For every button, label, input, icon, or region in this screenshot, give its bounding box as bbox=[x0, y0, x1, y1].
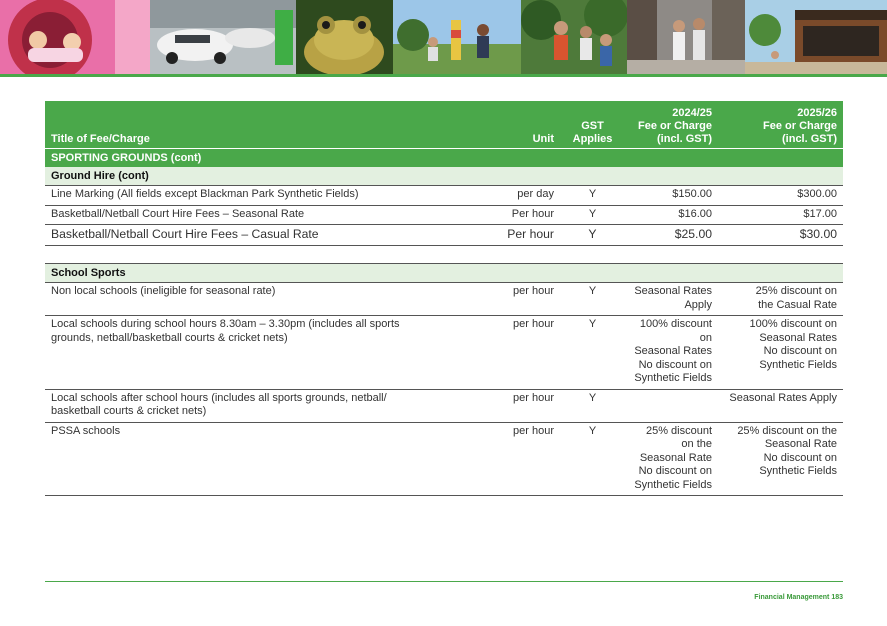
fee-2025: 25% discount on the Seasonal Rate No discount on Synthetic Fields bbox=[718, 422, 843, 496]
fee-gst: Y bbox=[560, 186, 625, 206]
fee-2024: 25% discount on the Seasonal Rate No discount on Synthetic Fields bbox=[625, 422, 718, 496]
fee-title: Basketball/Netball Court Hire Fees – Seasonal Rate bbox=[45, 205, 450, 225]
header-gst: GST Applies bbox=[560, 101, 625, 149]
banner-photo-cafe-building bbox=[745, 0, 887, 74]
subsection-heading-row bbox=[45, 264, 843, 283]
fee-2024: Seasonal Rates Apply bbox=[625, 283, 718, 316]
banner-photo-ev-car-park bbox=[150, 0, 296, 74]
fee-unit: Per hour bbox=[450, 205, 560, 225]
fee-2024: $16.00 bbox=[625, 205, 718, 225]
photo-banner bbox=[0, 0, 887, 74]
banner-photo-street-shopping bbox=[627, 0, 745, 74]
fee-gst: Y bbox=[560, 225, 625, 246]
fee-2025: 100% discount on Seasonal Rates No discount on Synthetic Fields bbox=[718, 316, 843, 390]
section-heading-row bbox=[45, 149, 843, 168]
fee-title: Line Marking (All fields except Blackman Park Synthetic Fields) bbox=[45, 186, 450, 206]
header-title: Title of Fee/Charge bbox=[45, 101, 450, 149]
fee-unit: Per hour bbox=[450, 225, 560, 246]
banner-divider bbox=[0, 74, 887, 77]
banner-photo-children-reading bbox=[0, 0, 150, 74]
table-row bbox=[45, 186, 843, 206]
table-row bbox=[45, 316, 843, 390]
fee-gst: Y bbox=[560, 283, 625, 316]
fee-unit: per hour bbox=[450, 316, 560, 390]
fee-unit: per hour bbox=[450, 422, 560, 496]
table-row bbox=[45, 205, 843, 225]
header-fee-2024: 2024/25 Fee or Charge (incl. GST) bbox=[625, 101, 718, 149]
banner-photo-bushwalk-group bbox=[521, 0, 627, 74]
fee-2025: $17.00 bbox=[718, 205, 843, 225]
footer-divider bbox=[45, 581, 843, 582]
subsection-heading-ground-hire: Ground Hire (cont) bbox=[45, 167, 843, 186]
table-header-row bbox=[45, 101, 843, 149]
fee-title: Local schools after school hours (includes all sports grounds, netball/ basketball courts & cricket nets) bbox=[45, 389, 450, 422]
subsection-heading-school-sports: School Sports bbox=[45, 264, 843, 283]
fee-gst: Y bbox=[560, 422, 625, 496]
fee-2024: $150.00 bbox=[625, 186, 718, 206]
table-row bbox=[45, 422, 843, 496]
fee-unit: per hour bbox=[450, 283, 560, 316]
fee-title: PSSA schools bbox=[45, 422, 450, 496]
fee-unit: per hour bbox=[450, 389, 560, 422]
fee-2025: $300.00 bbox=[718, 186, 843, 206]
spacer-cell bbox=[45, 246, 843, 264]
fee-gst: Y bbox=[560, 316, 625, 390]
page-footer: Financial Management 183 bbox=[754, 594, 843, 601]
subsection-heading-row bbox=[45, 167, 843, 186]
fee-2025: 25% discount on the Casual Rate bbox=[718, 283, 843, 316]
fee-title: Non local schools (ineligible for seasonal rate) bbox=[45, 283, 450, 316]
fee-2024: $25.00 bbox=[625, 225, 718, 246]
fee-2024: 100% discount on Seasonal Rates No discount on Synthetic Fields bbox=[625, 316, 718, 390]
fee-gst: Y bbox=[560, 205, 625, 225]
table-row bbox=[45, 225, 843, 246]
header-fee-2025: 2025/26 Fee or Charge (incl. GST) bbox=[718, 101, 843, 149]
spacer-row bbox=[45, 246, 843, 264]
fee-title: Local schools during school hours 8.30am – 3.30pm (includes all sports grounds, netball/basketball courts & cricket nets) bbox=[45, 316, 450, 390]
fee-title: Basketball/Netball Court Hire Fees – Casual Rate bbox=[45, 225, 450, 246]
banner-photo-frog bbox=[296, 0, 393, 74]
banner-photo-families-park bbox=[393, 0, 521, 74]
fee-gst: Y bbox=[560, 389, 625, 422]
header-unit: Unit bbox=[450, 101, 560, 149]
fee-2025: $30.00 bbox=[718, 225, 843, 246]
table-row bbox=[45, 283, 843, 316]
fee-unit: per day bbox=[450, 186, 560, 206]
table-row bbox=[45, 389, 843, 422]
fee-table bbox=[45, 101, 843, 496]
fee-2025: Seasonal Rates Apply bbox=[718, 389, 843, 422]
section-heading: SPORTING GROUNDS (cont) bbox=[45, 149, 843, 168]
fee-2024 bbox=[625, 389, 718, 422]
